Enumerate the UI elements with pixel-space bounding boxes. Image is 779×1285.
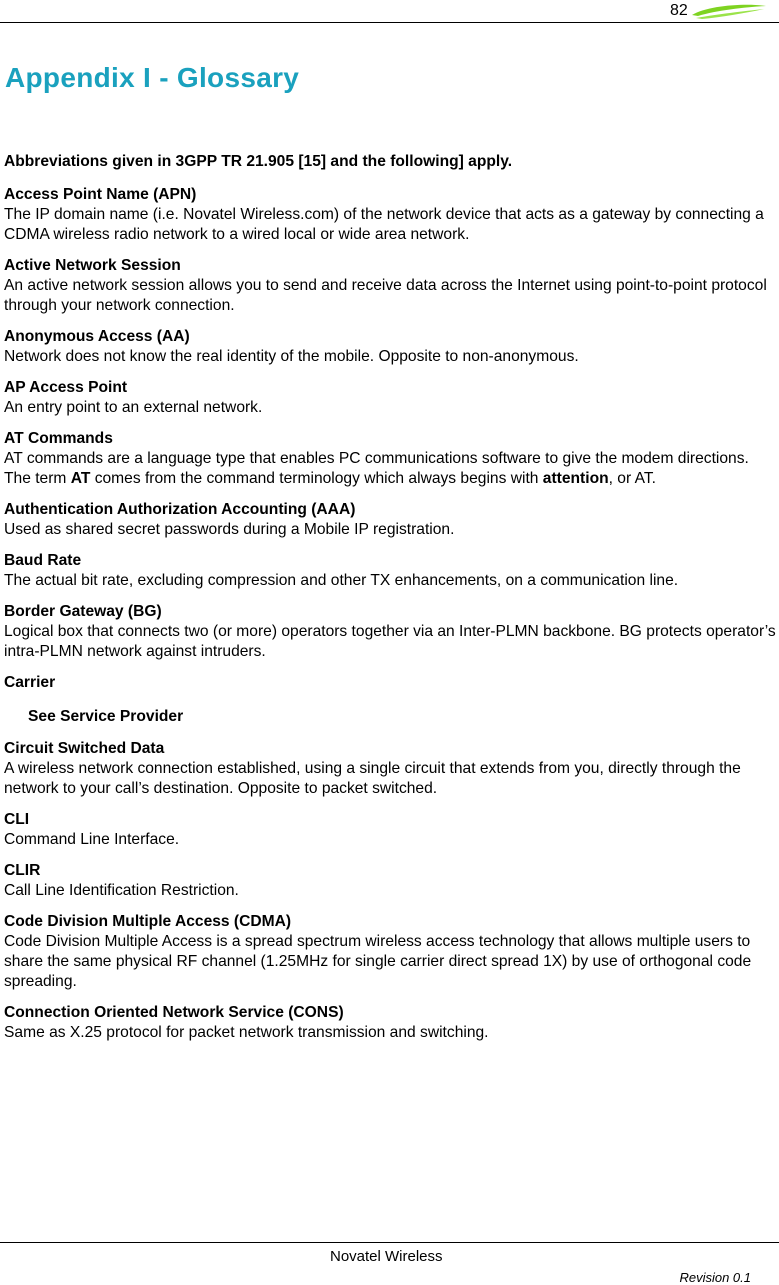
glossary-entry	[4, 810, 776, 850]
glossary-term: Authentication Authorization Accounting (AAA)	[4, 501, 356, 518]
glossary-entry	[4, 327, 776, 367]
definition-text: AT commands are a language type that enables PC communications software to give the modem directions. The term	[4, 450, 749, 487]
definition-emphasis: AT	[70, 470, 91, 487]
definition-text: , or AT.	[608, 470, 656, 487]
glossary-term: Carrier	[4, 674, 56, 691]
glossary-term: Circuit Switched Data	[4, 740, 165, 757]
novatel-swoosh-logo-icon	[688, 2, 768, 20]
glossary-definition: Same as X.25 protocol for packet network transmission and switching.	[4, 1024, 489, 1041]
glossary-term: CLI	[4, 811, 30, 828]
glossary-definition: Logical box that connects two (or more) operators together via an Inter-PLMN backbone. BG protects operator’s intra-PLMN network against intruders.	[4, 623, 776, 660]
glossary-intro: Abbreviations given in 3GPP TR 21.905 [15] and the following] apply.	[4, 153, 513, 170]
glossary-term: Active Network Session	[4, 257, 181, 274]
definition-emphasis: attention	[542, 470, 609, 487]
definition-text: comes from the command terminology which always begins with	[90, 470, 543, 487]
glossary-entry	[4, 861, 776, 901]
glossary-entry	[4, 602, 776, 662]
glossary-term: AP Access Point	[4, 379, 128, 396]
glossary-definition: Command Line Interface.	[4, 831, 180, 848]
glossary-definition: An active network session allows you to send and receive data across the Internet using point-to-point protocol through your network connection.	[4, 277, 767, 314]
glossary-definition: The actual bit rate, excluding compression and other TX enhancements, on a communication line.	[4, 572, 679, 589]
glossary-see-reference: See Service Provider	[28, 708, 184, 725]
glossary-definition: Code Division Multiple Access is a spread spectrum wireless access technology that allows multiple users to share the same physical RF channel (1.25MHz for single carrier direct spread 1X) by use of orthogonal code spreading.	[4, 933, 752, 990]
page-title: Appendix I - Glossary	[5, 62, 300, 93]
glossary-term: Access Point Name (APN)	[4, 186, 197, 203]
glossary-term: Anonymous Access (AA)	[4, 328, 190, 345]
page-number: 82	[670, 2, 688, 19]
glossary-definition: A wireless network connection established, using a single circuit that extends from you, directly through the network to your call’s destination. Opposite to packet switched.	[4, 760, 741, 797]
glossary-term: Code Division Multiple Access (CDMA)	[4, 913, 292, 930]
glossary-definition: Network does not know the real identity of the mobile. Opposite to non-anonymous.	[4, 348, 579, 365]
glossary-entry	[4, 1003, 776, 1043]
glossary-definition: The IP domain name (i.e. Novatel Wireless.com) of the network device that acts as a gateway by connecting a CDMA wireless radio network to a wired local or wide area network.	[4, 206, 764, 243]
footer-revision: Revision 0.1	[679, 1270, 751, 1285]
glossary-entry	[4, 551, 776, 591]
glossary-entry	[4, 256, 776, 316]
header-rule	[0, 22, 779, 23]
glossary-entry	[4, 673, 776, 727]
glossary-definition: Used as shared secret passwords during a Mobile IP registration.	[4, 521, 455, 538]
glossary-term: Baud Rate	[4, 552, 82, 569]
glossary-entry	[4, 739, 776, 799]
glossary-content	[4, 152, 776, 1054]
glossary-definition	[4, 449, 776, 489]
glossary-entry	[4, 912, 776, 992]
glossary-term: Connection Oriented Network Service (CONS)	[4, 1004, 344, 1021]
glossary-entry	[4, 185, 776, 245]
glossary-entry	[4, 378, 776, 418]
glossary-term: Border Gateway (BG)	[4, 603, 162, 620]
glossary-entry	[4, 500, 776, 540]
glossary-term: AT Commands	[4, 430, 113, 447]
glossary-entry	[4, 429, 776, 489]
footer-company: Novatel Wireless	[330, 1248, 443, 1265]
footer-rule	[0, 1242, 779, 1243]
glossary-term: CLIR	[4, 862, 41, 879]
glossary-definition: An entry point to an external network.	[4, 399, 263, 416]
glossary-definition: Call Line Identification Restriction.	[4, 882, 239, 899]
